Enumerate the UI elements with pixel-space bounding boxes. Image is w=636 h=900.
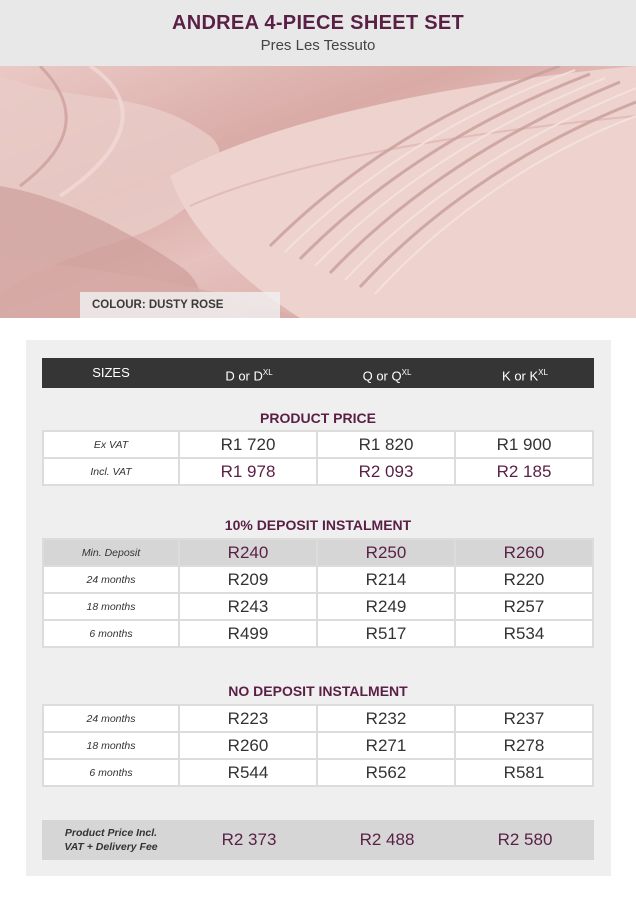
price-cell: R581	[456, 760, 592, 785]
size-double: D or $D^{XL}$	[225, 368, 273, 384]
price-cell: R249	[318, 594, 454, 619]
price-cell: R499	[180, 621, 316, 646]
price-cell: R562	[318, 760, 454, 785]
no-deposit-instalment-title: NO DEPOSIT INSTALMENT	[228, 683, 408, 699]
row-label: 24 months	[44, 567, 178, 592]
deposit-instalment-table	[42, 538, 594, 648]
table-row	[44, 567, 592, 592]
total-price-cell: R2 580	[497, 830, 553, 849]
table-row	[44, 706, 592, 731]
price-cell: R232	[318, 706, 454, 731]
page-title: ANDREA 4-PIECE SHEET SET	[171, 12, 465, 34]
page-subtitle: Pres Les Tessuto	[260, 37, 376, 54]
price-cell: R260	[456, 540, 592, 565]
price-cell: R271	[318, 733, 454, 758]
price-cell: R250	[318, 540, 454, 565]
table-row	[44, 459, 592, 484]
row-label: 6 months	[44, 621, 178, 646]
sizes-header	[42, 358, 594, 388]
price-cell: R2 185	[456, 459, 592, 484]
row-label: 18 months	[44, 594, 178, 619]
table-row	[44, 432, 592, 457]
table-row	[44, 540, 592, 565]
deposit-instalment-title: 10% DEPOSIT INSTALMENT	[224, 517, 412, 533]
row-label: 18 months	[44, 733, 178, 758]
table-row	[44, 621, 592, 646]
product-photo	[0, 66, 636, 318]
row-label: Incl. VAT	[44, 459, 178, 484]
price-cell: R1 720	[180, 432, 316, 457]
total-price-cell: R2 488	[359, 830, 415, 849]
row-label: 6 months	[44, 760, 178, 785]
price-cell: R209	[180, 567, 316, 592]
total-label: Product Price Incl. VAT + Delivery Fee	[64, 827, 158, 853]
product-price-title: PRODUCT PRICE	[260, 410, 376, 426]
price-cell: R223	[180, 706, 316, 731]
price-cell: R534	[456, 621, 592, 646]
table-row	[44, 594, 592, 619]
no-deposit-instalment-table	[42, 704, 594, 787]
price-cell: R237	[456, 706, 592, 731]
price-cell: R278	[456, 733, 592, 758]
price-cell: R260	[180, 733, 316, 758]
row-label: 24 months	[44, 706, 178, 731]
size-king: K or $K^{XL}$	[502, 368, 548, 384]
price-cell: R243	[180, 594, 316, 619]
table-row	[44, 760, 592, 785]
header	[0, 0, 636, 66]
price-cell: R517	[318, 621, 454, 646]
total-price-cell: R2 373	[221, 830, 277, 849]
price-cell: R2 093	[318, 459, 454, 484]
row-label: Ex VAT	[44, 432, 178, 457]
sizes-label: SIZES	[92, 365, 130, 380]
price-cell: R1 978	[180, 459, 316, 484]
sheet-illustration	[0, 66, 636, 318]
product-price-table	[42, 430, 594, 486]
price-cell: R220	[456, 567, 592, 592]
size-queen: Q or $Q^{XL}$	[362, 368, 412, 384]
price-cell: R214	[318, 567, 454, 592]
price-cell: R1 820	[318, 432, 454, 457]
price-cell: R1 900	[456, 432, 592, 457]
price-cell: R257	[456, 594, 592, 619]
price-cell: R544	[180, 760, 316, 785]
table-row	[44, 733, 592, 758]
total-price-bar	[42, 820, 594, 860]
colour-label: COLOUR: DUSTY ROSE	[80, 292, 280, 318]
row-label: Min. Deposit	[44, 540, 178, 565]
price-cell: R240	[180, 540, 316, 565]
